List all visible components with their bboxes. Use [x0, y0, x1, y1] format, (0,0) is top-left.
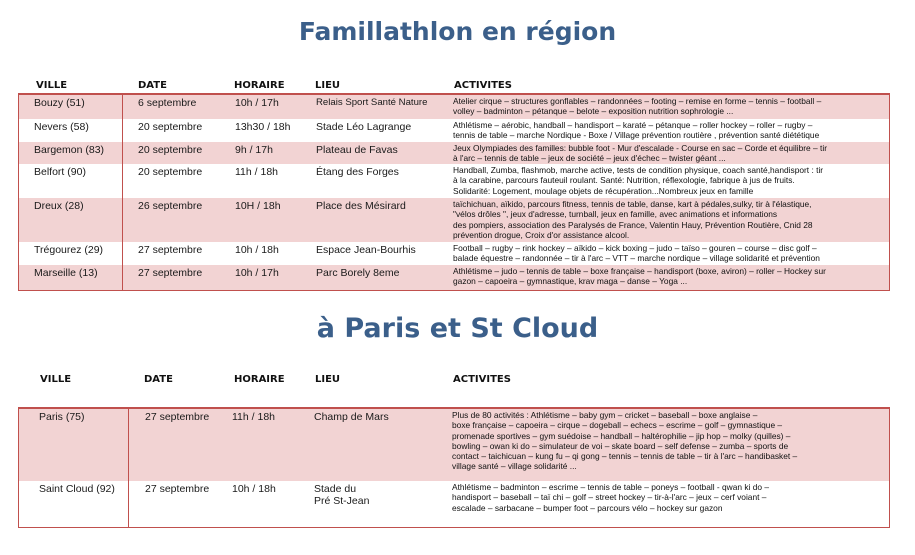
horaire-cell: 10h / 18h — [232, 483, 276, 495]
header-date: DATE — [138, 80, 167, 91]
header-horaire: HORAIRE — [234, 374, 285, 385]
horaire-cell: 13h30 / 18h — [235, 121, 291, 133]
date-cell: 27 septembre — [138, 244, 203, 256]
ville-cell: Trégourez (29) — [34, 244, 104, 256]
table-top-border — [18, 93, 890, 95]
paris-title: à Paris et St Cloud — [316, 313, 599, 344]
lieu-cell: Plateau de Favas — [316, 144, 398, 156]
column-divider — [122, 93, 123, 291]
table-row — [18, 481, 890, 527]
table-top-border — [18, 407, 890, 409]
activites-cell: Jeux Olympiades des familles: bubble foot - Mur d'escalade - Course en sac – Corde et équilibre – tir à l'arc – tennis de table – jeux de société – jeux d'échec – twister géant ... — [453, 143, 828, 164]
table-row — [18, 142, 890, 164]
table-bottom-border — [18, 527, 890, 528]
activites-cell: Atelier cirque – structures gonflables – randonnées – footing – remise en forme – tennis – football – volley – badminton – pétanque – belote – exposition nutrition sophrologie ... — [453, 96, 822, 117]
date-cell: 20 septembre — [138, 144, 203, 156]
activites-cell: Handball, Zumba, flashmob, marche active, tests de condition physique, coach santé,handisport : tir à la carabine, parcours fauteuil roulant. Santé: Nutrition, réflexologie, fabrique à jus de fruits. Solidarité: Logement, moulage objets de récupération...Nombreux jeux en famille — [453, 165, 824, 196]
activites-cell: Plus de 80 activités : Athlétisme – baby gym – cricket – baseball – boxe anglaise – boxe française – capoeira – cirque – dogeball – echecs – escrime – golf – gymnastique – promenade sportives – gym suédoise – handball – haltérophilie – jip hop – molky (quilles) – bowling – owan ki do – simulateur de voi – skate board – self defense – zumba – sports de contact – taichicuan – kung fu – qi gong – tennis – tennis de table – tir à l'arc – handibasket – village santé – village solidarité ... — [452, 410, 798, 472]
header-ville: VILLE — [40, 374, 72, 385]
lieu-cell: Espace Jean-Bourhis — [316, 244, 416, 256]
activites-cell: Athlétisme – judo – tennis de table – boxe française – handisport (boxe, aviron) – roller – Hockey sur gazon – capoeira – gymnastique, krav maga – danse – Yoga ... — [453, 266, 826, 287]
ville-cell: Saint Cloud (92) — [39, 483, 115, 495]
table-row — [18, 95, 890, 119]
horaire-cell: 11h / 18h — [235, 166, 279, 178]
header-activites: ACTIVITES — [454, 80, 512, 91]
lieu-cell: Parc Borely 8eme — [316, 267, 400, 279]
table-row — [18, 265, 890, 290]
horaire-cell: 10h / 17h — [235, 267, 279, 279]
header-horaire: HORAIRE — [234, 80, 285, 91]
date-cell: 6 septembre — [138, 97, 197, 109]
lieu-cell: Champ de Mars — [314, 411, 389, 423]
ville-cell: Belfort (90) — [34, 166, 86, 178]
table-bottom-border — [18, 290, 890, 291]
lieu-cell: Stade du Pré St-Jean — [314, 483, 370, 507]
column-divider — [128, 407, 129, 528]
horaire-cell: 10H / 18h — [235, 200, 281, 212]
horaire-cell: 9h / 17h — [235, 144, 273, 156]
paris-table — [18, 407, 890, 528]
ville-cell: Bouzy (51) — [34, 97, 85, 109]
table-row — [18, 409, 890, 481]
activites-cell: Football – rugby – rink hockey – aïkido – kick boxing – judo – taïso – gouren – course – disc golf – balade équestre – randonnée – tir à l'arc – VTT – marche nordique – village solidarité et prévention — [453, 243, 820, 264]
activites-cell: taïchichuan, aïkido, parcours fitness, tennis de table, danse, kart à pédales,sulky, tir à l'élastique, "vélos drôles ", jeux d'adresse, turnball, jeux en famille, avec animations et informations des pompiers, association des Paralysés de France, Valentin Hauy, Prévention Routière, Cnid 28 prévention drogue, Croix d'or assistance alcool. — [453, 199, 813, 240]
date-cell: 20 septembre — [138, 166, 203, 178]
header-lieu: LIEU — [315, 374, 341, 385]
lieu-cell: Étang des Forges — [316, 166, 399, 178]
lieu-cell: Relais Sport Santé Nature — [316, 97, 428, 108]
activites-cell: Athlétisme – badminton – escrime – tennis de table – poneys – football - qwan ki do – handisport – baseball – taï chi – golf – street hockey – tir-à-l'arc – jeux – cerf voiant – escalade – sarbacane – bumper foot – parcours vélo – hockey sur gazon — [452, 482, 770, 513]
ville-cell: Paris (75) — [39, 411, 85, 423]
lieu-cell: Place des Mésirard — [316, 200, 406, 212]
table-row — [18, 119, 890, 142]
paris-header-row — [0, 374, 915, 388]
lieu-cell: Stade Léo Lagrange — [316, 121, 412, 133]
region-title: Famillathlon en région — [298, 17, 617, 46]
header-date: DATE — [144, 374, 173, 385]
ville-cell: Nevers (58) — [34, 121, 89, 133]
horaire-cell: 10h / 17h — [235, 97, 279, 109]
table-left-border — [18, 93, 19, 291]
date-cell: 20 septembre — [138, 121, 203, 133]
table-row — [18, 198, 890, 242]
horaire-cell: 10h / 18h — [235, 244, 279, 256]
date-cell: 26 septembre — [138, 200, 203, 212]
date-cell: 27 septembre — [145, 483, 210, 495]
date-cell: 27 septembre — [145, 411, 210, 423]
horaire-cell: 11h / 18h — [232, 411, 276, 423]
table-left-border — [18, 407, 19, 528]
table-row — [18, 164, 890, 198]
activites-cell: Athlétisme – aérobic, handball – handisport – karaté – pétanque – roller hockey – roller – rugby – tennis de table – marche Nordique - Boxe / Village prévention routière , prévention santé diététique — [453, 120, 820, 141]
region-header-row — [0, 80, 915, 94]
table-right-border — [889, 407, 890, 528]
header-lieu: LIEU — [315, 80, 341, 91]
table-right-border — [889, 93, 890, 291]
date-cell: 27 septembre — [138, 267, 203, 279]
table-row — [18, 242, 890, 265]
header-activites: ACTIVITES — [453, 374, 511, 385]
ville-cell: Marseille (13) — [34, 267, 98, 279]
region-table — [18, 93, 890, 291]
ville-cell: Bargemon (83) — [34, 144, 105, 156]
header-ville: VILLE — [36, 80, 68, 91]
ville-cell: Dreux (28) — [34, 200, 84, 212]
